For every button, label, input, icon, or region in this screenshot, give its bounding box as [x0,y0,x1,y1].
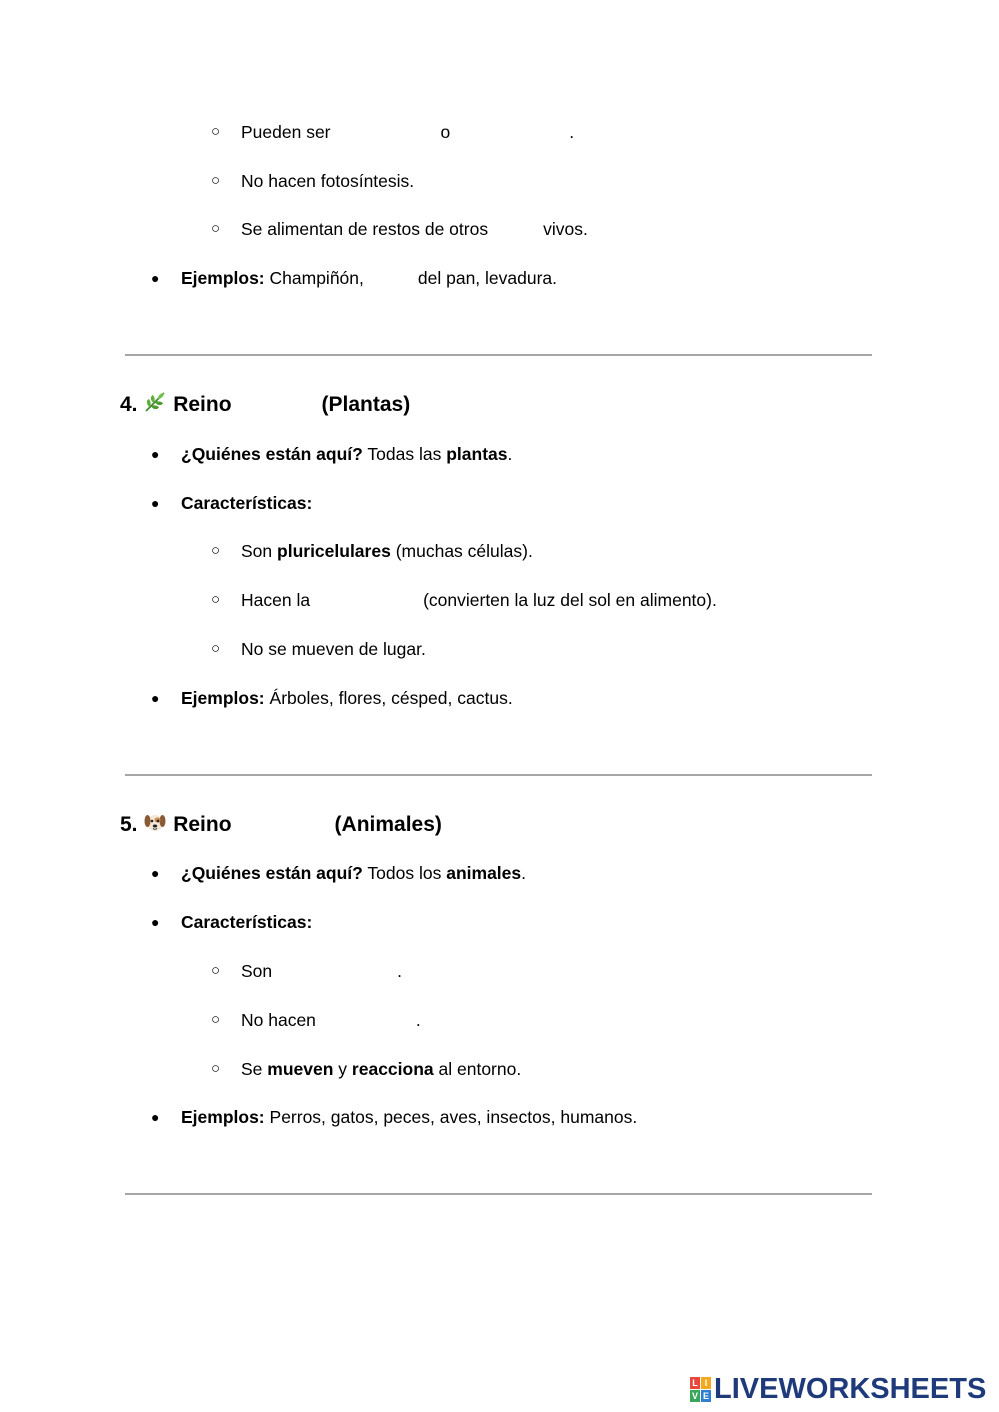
bold-text: pluricelulares [277,541,391,561]
item-text: . [521,863,526,883]
logo-mark [690,1377,711,1402]
logo-letter: E [702,1390,709,1401]
hollow-bullet: ○ [211,542,221,559]
item-text: o [440,122,451,142]
blank-input[interactable] [454,124,569,142]
hollow-bullet: ○ [211,220,221,237]
filled-bullet: ● [151,495,160,511]
item-text: Son [241,541,273,561]
filled-bullet: ● [151,914,160,930]
list-item [241,590,717,610]
question-label: ¿Quiénes están aquí? [181,444,363,464]
item-text: Todos los [367,863,442,883]
blank-input[interactable] [493,221,543,239]
hollow-bullet: ○ [211,123,221,140]
list-item [241,1010,421,1030]
item-text: al entorno. [438,1059,522,1079]
list-item [241,1059,521,1079]
bold-text: plantas [446,444,508,464]
list-item: No hacen fotosíntesis. [241,171,415,191]
list-item [181,863,526,883]
hollow-bullet: ○ [211,1060,221,1077]
list-item: No se mueven de lugar. [241,639,426,659]
blank-input[interactable] [238,396,322,414]
dog-face-icon [143,810,167,834]
examples-line [181,688,513,708]
horizontal-rule [125,774,872,776]
item-text: vivos. [543,219,588,239]
item-text: Se alimentan de restos de otros [241,219,489,239]
blank-input[interactable] [321,1012,416,1030]
item-text: Son [241,961,273,981]
item-text: . [415,1010,421,1030]
bold-text: reacciona [351,1059,434,1079]
bold-text: mueven [267,1059,334,1079]
heading-text: (Plantas) [321,393,411,416]
item-text: Perros, gatos, peces, aves, insectos, humanos. [269,1107,638,1127]
filled-bullet: ● [151,690,160,706]
item-text: (muchas células). [395,541,533,561]
item-text: Pueden ser [241,122,331,142]
list-item [241,961,402,981]
hollow-bullet: ○ [211,591,221,608]
item-text: (convierten la luz del sol en alimento). [423,590,717,610]
item-text: Hacen la [241,590,311,610]
question-label: ¿Quiénes están aquí? [181,863,363,883]
list-item [241,541,533,561]
item-text: . [397,961,403,981]
item-text: No hacen [241,1010,316,1030]
list-item [241,122,574,142]
heading-text: Reino [173,813,232,836]
examples-label: Ejemplos: [181,688,265,708]
filled-bullet: ● [151,270,160,286]
hollow-bullet: ○ [211,1011,221,1028]
blank-input[interactable] [315,592,423,610]
filled-bullet: ● [151,446,160,462]
hollow-bullet: ○ [211,172,221,189]
section-number: 4. [120,393,138,416]
filled-bullet: ● [151,1109,160,1125]
heading-text: Reino [173,393,232,416]
list-item [241,219,588,239]
item-text: del pan, levadura. [417,268,558,288]
horizontal-rule [125,354,872,356]
herb-icon [143,390,167,414]
hollow-bullet: ○ [211,640,221,657]
examples-label: Ejemplos: [181,268,265,288]
blank-input[interactable] [368,270,418,288]
filled-bullet: ● [151,865,160,881]
logo-letter: I [701,1377,711,1389]
section-heading [120,390,410,417]
bold-text: animales [446,863,522,883]
hollow-bullet: ○ [211,962,221,979]
list-item [181,444,512,464]
horizontal-rule [125,1193,872,1195]
section-number: 5. [120,813,138,836]
heading-text: (Animales) [334,813,442,836]
features-label: Características: [181,912,313,932]
examples-line [181,1107,637,1127]
blank-input[interactable] [238,816,335,834]
logo-letter: L [690,1377,700,1389]
item-text: Todas las [367,444,442,464]
item-text: . [569,122,575,142]
section-heading [120,810,442,837]
examples-label: Ejemplos: [181,1107,265,1127]
logo-wordmark: LIVEWORKSHEETS [714,1373,987,1405]
examples-line [181,268,557,288]
liveworksheets-logo [690,1374,986,1404]
features-label: Características: [181,493,313,513]
blank-input[interactable] [277,963,397,981]
item-text: Champiñón, [269,268,364,288]
logo-letter: V [691,1390,698,1401]
blank-input[interactable] [336,124,441,142]
item-text: y [338,1059,348,1079]
item-text: Se [241,1059,263,1079]
item-text: Árboles, flores, césped, cactus. [269,688,513,708]
item-text: . [507,444,513,464]
